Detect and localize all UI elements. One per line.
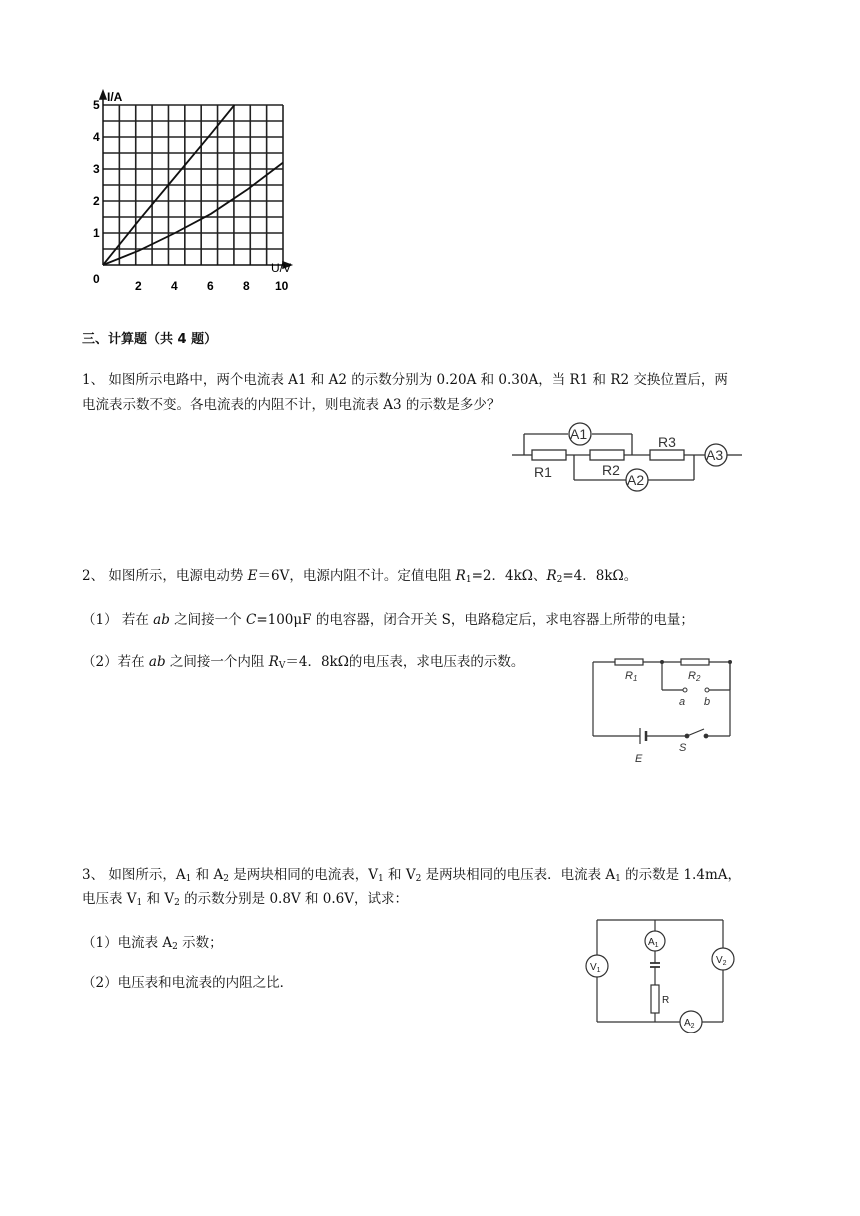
q3-text-line1: 3、 如图所示，$A_1$ 和 $A_2$ 是两块相同的电流表，$V_1$ 和 $V_2$ 是两块相同的电压表．电流表 $A_1$ 的示数是 1.4mA， xyxy=(82,867,741,884)
switch-s-icon xyxy=(687,729,704,736)
x-axis-label: U/V xyxy=(271,261,292,275)
terminal-a-label: a xyxy=(679,696,686,708)
a2-label: A2 xyxy=(627,472,645,488)
r2-label: R2 xyxy=(602,462,620,478)
r2-resistor xyxy=(590,450,624,460)
q3-circuit-diagram xyxy=(585,913,745,1033)
r3-label: R3 xyxy=(658,434,676,450)
a3-label: A3 xyxy=(706,447,724,463)
x-tick-label: 6 xyxy=(207,279,214,293)
v1-label: $V_1$ xyxy=(590,962,601,974)
y-tick-label: 2 xyxy=(93,194,100,208)
q1-text-line2: 电流表示数不变。各电流表的内阻不计，则电流表 A3 的示数是多少？ xyxy=(82,397,501,413)
q2-part2: （2）若在 ab 之间接一个内阻 $R_V=4$．8kΩ的电压表，求电压表的示数。 xyxy=(82,654,525,671)
r2-label: R2 xyxy=(688,670,701,683)
q2-part1: （1） 若在 ab 之间接一个 C=100μF 的电容器，闭合开关 S，电路稳定后，求电容器上所带的电量； xyxy=(82,612,694,628)
a2-label: $A_2$ xyxy=(684,1018,695,1030)
terminal-b-label: b xyxy=(704,696,711,708)
x-tick-label: 8 xyxy=(243,279,250,293)
q3-part2: （2）电压表和电流表的内阻之比． xyxy=(82,975,294,991)
y-tick-label: 5 xyxy=(93,98,100,112)
y-tick-label: 3 xyxy=(93,162,100,176)
v2-label: $V_2$ xyxy=(716,955,727,967)
origin-label: 0 xyxy=(93,272,100,286)
x-tick-label: 10 xyxy=(275,279,289,293)
q1-text-line1: 1、 如图所示电路中，两个电流表 A1 和 A2 的示数分别为 0.20A 和 0.30A，当 R1 和 R2 交换位置后，两 xyxy=(82,372,728,388)
q2-text-line1: 2、 如图所示，电源电动势 E＝6V，电源内阻不计。定值电阻 $R_1=2$．4kΩ、$R_2=4$．8kΩ。 xyxy=(82,568,638,585)
r3-resistor xyxy=(650,450,684,460)
y-tick-label: 1 xyxy=(93,226,100,240)
emf-e-label: E xyxy=(635,753,643,765)
resistor-r xyxy=(651,985,659,1013)
q3-text-line2: 电压表 $V_1$ 和 $V_2$ 的示数分别是 0.8V 和 0.6V，试求： xyxy=(82,891,408,908)
r1-label: R1 xyxy=(534,464,552,480)
y-tick-label: 4 xyxy=(93,130,100,144)
q3-part1: （1）电流表 $A_2$ 示数； xyxy=(82,935,223,952)
y-axis-arrow-icon xyxy=(100,91,106,99)
x-tick-label: 2 xyxy=(135,279,142,293)
section-title: 三、计算题（共 4 题） xyxy=(82,332,218,347)
y-axis-label: I/A xyxy=(107,90,123,104)
q2-circuit-diagram xyxy=(585,650,745,770)
r2-resistor xyxy=(681,659,709,665)
x-tick-label: 4 xyxy=(171,279,178,293)
switch-s-label: S xyxy=(679,742,687,754)
iu-graph xyxy=(85,85,300,300)
r1-resistor xyxy=(615,659,643,665)
r1-resistor xyxy=(532,450,566,460)
a1-label: A1 xyxy=(570,426,588,442)
q1-circuit-diagram xyxy=(510,420,750,492)
a1-label: $A_1$ xyxy=(648,937,659,949)
r-label: R xyxy=(662,995,670,1006)
r1-label: R1 xyxy=(625,670,638,683)
